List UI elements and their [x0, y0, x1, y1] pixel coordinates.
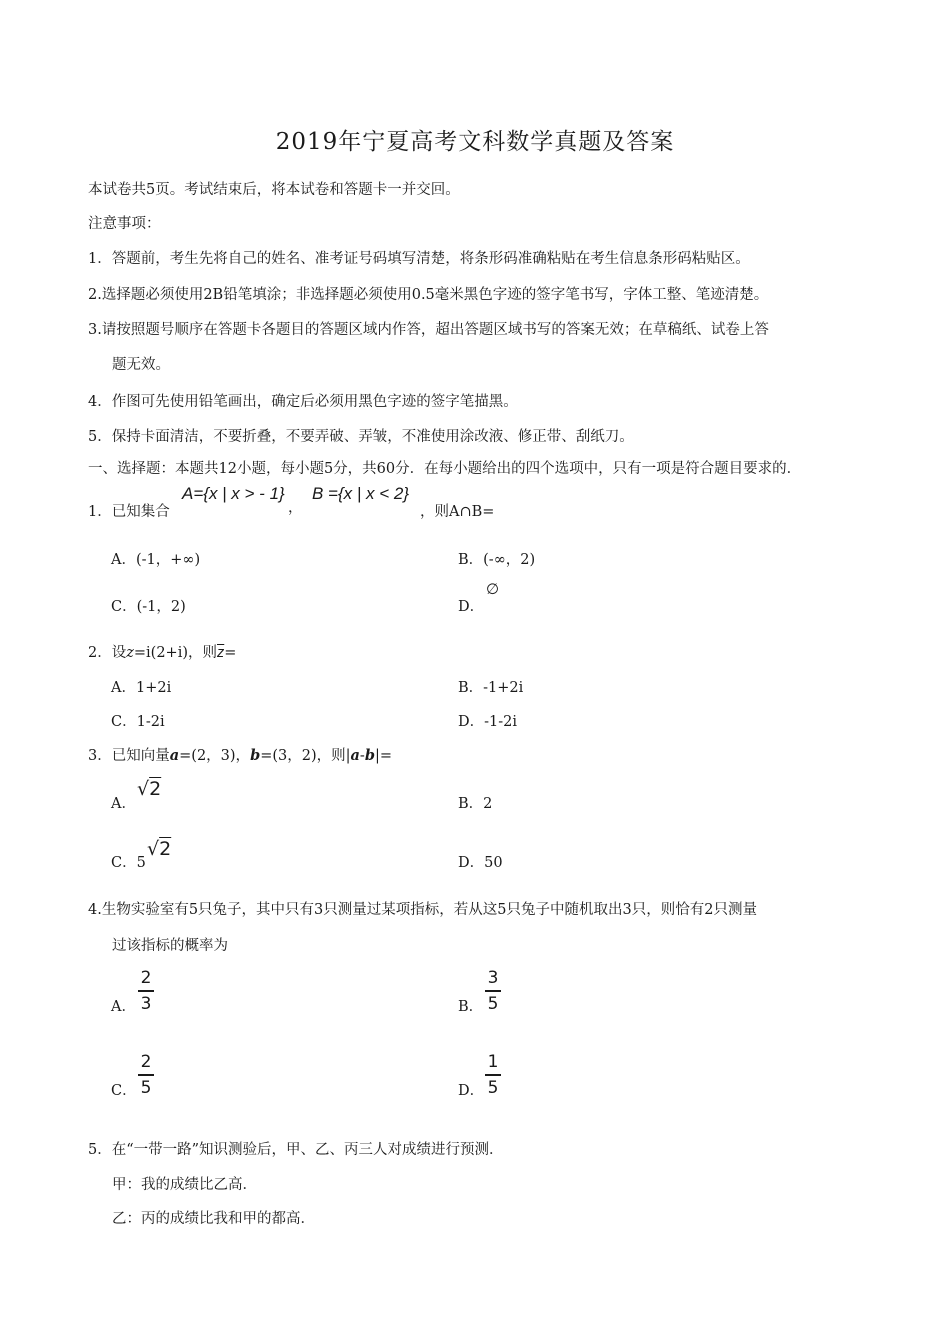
question-2-suffix: = — [224, 645, 237, 661]
fraction — [485, 1052, 501, 1098]
sqrt-expression — [137, 778, 161, 800]
notice-item-continued: 题无效。 — [112, 357, 170, 373]
option-c-label: C．5 — [111, 855, 146, 871]
numerator: 3 — [487, 968, 499, 988]
fraction — [138, 1052, 154, 1098]
fraction-bar — [485, 990, 501, 992]
notice-heading: 注意事项： — [88, 216, 161, 232]
vector-a: a — [350, 747, 360, 764]
option-d: D．-1-2i — [458, 714, 518, 730]
denominator: 3 — [140, 993, 152, 1014]
vector-b: b — [364, 747, 375, 764]
question-3-text: =(3，2)，则| — [260, 748, 351, 764]
question-4-text-continued: 过该指标的概率为 — [112, 938, 228, 954]
prediction-yi: 乙：丙的成绩比我和甲的都高． — [112, 1211, 315, 1227]
numerator: 2 — [140, 968, 152, 988]
option-a: A．1+2i — [111, 680, 172, 696]
prediction-jia: 甲：我的成绩比乙高． — [112, 1177, 257, 1193]
notice-item: 1．答题前，考生先将自己的姓名、准考证号码填写清楚，将条形码准确粘贴在考生信息条形码粘贴区。 — [88, 251, 750, 267]
question-3-text: 3．已知向量 — [88, 748, 170, 764]
vector-a: a — [169, 747, 180, 764]
numerator: 1 — [487, 1052, 499, 1072]
option-a: A．(-1，+∞) — [111, 552, 201, 568]
variable-z: z — [126, 645, 134, 661]
set-b-formula: B ={x | x < 2} — [312, 484, 410, 503]
question-5-text: 5．在“一带一路”知识测验后，甲、乙、丙三人对成绩进行预测． — [88, 1142, 504, 1158]
section-heading: 一、选择题：本题共12小题，每小题5分，共60分．在每小题给出的四个选项中，只有一项是符合题目要求的． — [88, 461, 802, 477]
notice-item: 2.选择题必须使用2B铅笔填涂；非选择题必须使用0.5毫米黑色字迹的签字笔书写，字体工整、笔迹清楚。 — [88, 287, 769, 303]
fraction-bar — [138, 990, 154, 992]
vector-b: b — [250, 747, 261, 764]
option-d-label: D． — [458, 599, 485, 615]
numerator: 2 — [140, 1052, 152, 1072]
radicand: 2 — [159, 838, 172, 860]
question-2-prefix: 2．设 — [88, 645, 127, 661]
fraction — [485, 968, 501, 1014]
minus-sign: - — [359, 748, 365, 764]
question-3-text: |= — [374, 748, 393, 764]
conjugate-z: $\overline{z}$ — [217, 645, 225, 661]
fraction-bar — [485, 1074, 501, 1076]
option-b: B．(-∞，2) — [458, 552, 536, 568]
fraction-bar — [138, 1074, 154, 1076]
question-3-text: =(2，3)， — [179, 748, 251, 764]
sqrt-symbol: √ — [147, 838, 160, 860]
intro-text: 本试卷共5页。考试结束后，将本试卷和答题卡一并交回。 — [88, 182, 460, 198]
question-1-prefix: 1．已知集合 — [88, 504, 170, 520]
sqrt-expression — [147, 838, 171, 860]
empty-set-symbol: ∅ — [486, 580, 500, 598]
option-c: C．(-1，2) — [111, 599, 186, 615]
question-2-mid: =i(2+i)，则 — [133, 645, 217, 661]
fraction — [138, 968, 154, 1014]
comma: ， — [288, 500, 303, 516]
radicand: 2 — [149, 778, 162, 800]
sqrt-symbol: √ — [137, 778, 150, 800]
option-a-label: A． — [111, 796, 136, 812]
option-b-label: B． — [458, 999, 484, 1015]
notice-item: 4．作图可先使用铅笔画出，确定后必须用黑色字迹的签字笔描黑。 — [88, 394, 518, 410]
set-a-formula: A={x | x > - 1} — [182, 484, 285, 503]
denominator: 5 — [487, 993, 499, 1014]
notice-item: 5．保持卡面清洁，不要折叠，不要弄破、弄皱，不准使用涂改液、修正带、刮纸刀。 — [88, 429, 634, 445]
option-b: B．2 — [458, 796, 493, 812]
page-title: 2019年宁夏高考文科数学真题及答案 — [275, 129, 675, 155]
denominator: 5 — [140, 1077, 152, 1098]
notice-item: 3.请按照题号顺序在答题卡各题目的答题区域内作答，超出答题区域书写的答案无效；在草稿纸、试卷上答 — [88, 322, 769, 338]
option-c: C．1-2i — [111, 714, 165, 730]
option-c-label: C． — [111, 1083, 137, 1099]
question-4-text: 4.生物实验室有5只兔子，其中只有3只测量过某项指标，若从这5只兔子中随机取出3只，则恰有2只测量 — [88, 902, 757, 918]
question-1-suffix: ，则A∩B= — [420, 504, 495, 520]
option-d: D．50 — [458, 855, 503, 871]
option-a-label: A． — [111, 999, 136, 1015]
denominator: 5 — [487, 1077, 499, 1098]
option-d-label: D． — [458, 1083, 485, 1099]
option-b: B．-1+2i — [458, 680, 524, 696]
